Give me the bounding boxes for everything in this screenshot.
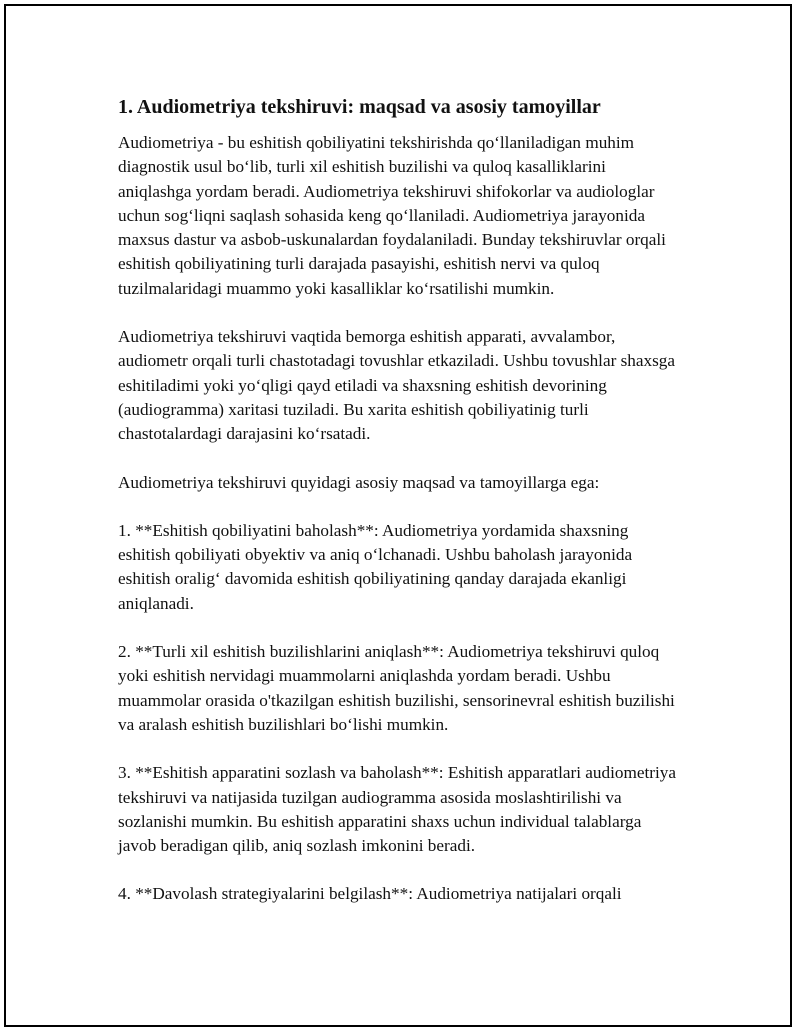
procedure-paragraph: Audiometriya tekshiruvi vaqtida bemorga eshitish apparati, avvalambor, audiometr orqali turli chastotadagi tovushlar etkaziladi. Ushbu tovushlar shaxsga eshitiladimi yoki yo‘qligi qayd etiladi va shaxsning eshitish devorining (audiogramma) xaritasi tuziladi. Bu xarita eshitish qobiliyatinig turli chastotalardagi darajasini ko‘rsatadi.	[118, 327, 676, 444]
goal-item-1: 1. **Eshitish qobiliyatini baholash**: Audiometriya yordamida shaxsning eshitish qobiliyati obyektiv va aniq o‘lchanadi. Ushbu baholash jarayonida eshitish oralig‘ davomida eshitish qobiliyatining qanday darajada ekanligi aniqlanadi.	[118, 520, 633, 613]
goal-item-3: 3. **Eshitish apparatini sozlash va baholash**: Eshitish apparatlari audiometriya tekshiruvi va natijasida tuzilgan audiogramma asosida moslashtirilishi va sozlanishi mumkin. Bu eshitish apparatini shaxs uchun individual talablarga javob beradigan qilib, aniq sozlash imkonini beradi.	[118, 763, 676, 856]
document-body	[118, 94, 678, 931]
goal-item-4: 4. **Davolash strategiyalarini belgilash**: Audiometriya natijalari orqali	[118, 884, 622, 904]
section-heading: 1. Audiometriya tekshiruvi: maqsad va asosiy tamoyillar	[118, 96, 601, 118]
goal-item-2: 2. **Turli xil eshitish buzilishlarini aniqlash**: Audiometriya tekshiruvi quloq yoki eshitish nervidagi muammolarni aniqlashda yordam beradi. Ushbu muammolar orasida o'tkazilgan eshitish buzilishi, sensorinevral eshitish buzilishi va aralash eshitish buzilishlari bo‘lishi mumkin.	[118, 642, 675, 734]
intro-paragraph: Audiometriya - bu eshitish qobiliyatini tekshirishda qo‘llaniladigan muhim diagnostik usul bo‘lib, turli xil eshitish buzilishi va quloq kasalliklarini aniqlashga yordam beradi. Audiometriya tekshiruvi shifokorlar va audiologlar uchun sog‘liqni saqlash sohasida keng qo‘llaniladi. Audiometriya jarayonida maxsus dastur va asbob-uskunalardan foydalaniladi. Bunday tekshiruvlar orqali eshitish qobiliyatining turli darajada pasayishi, eshitish nervi va quloq tuzilmalaridagi muammo yoki kasalliklar ko‘rsatilishi mumkin.	[118, 133, 666, 298]
goals-intro-paragraph: Audiometriya tekshiruvi quyidagi asosiy maqsad va tamoyillarga ega:	[118, 472, 600, 492]
